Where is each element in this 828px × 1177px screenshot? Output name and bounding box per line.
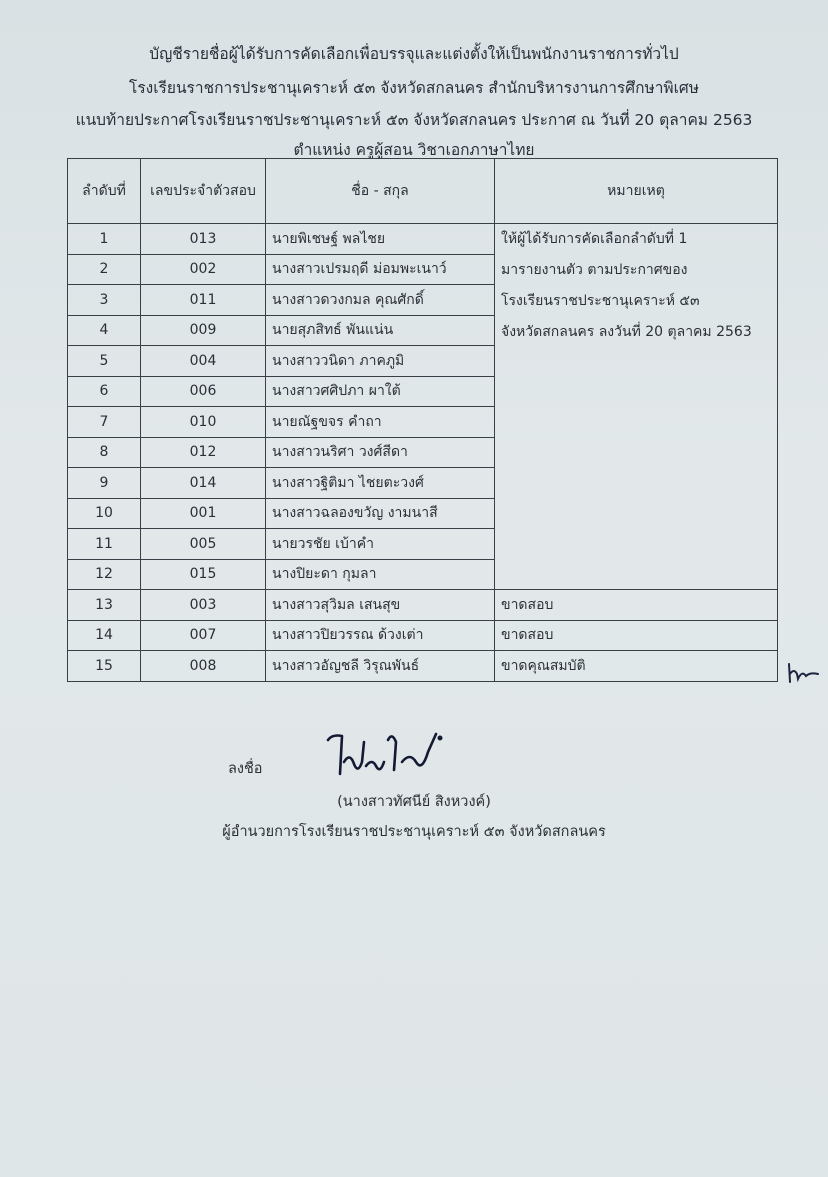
table-header-row: [68, 159, 778, 224]
cell-no: 1: [68, 224, 141, 255]
candidate-table: [67, 158, 778, 682]
col-header-note: หมายเหตุ: [495, 159, 778, 224]
cell-exam-id: 015: [141, 559, 266, 590]
cell-no: 7: [68, 407, 141, 438]
cell-name: นางสาวอัญชลี วิรุณพันธ์: [266, 651, 495, 682]
header-line-1: บัญชีรายชื่อผู้ได้รับการคัดเลือกเพื่อบรรจุและแต่งตั้งให้เป็นพนักงานราชการทั่วไป: [149, 45, 679, 63]
cell-note: ขาดคุณสมบัติ: [495, 651, 778, 682]
cell-name: นางสาวศศิปภา ผาใต้: [266, 376, 495, 407]
cell-name: นางสาวเปรมฤดี ม่อมพะเนาว์: [266, 254, 495, 285]
cell-exam-id: 005: [141, 529, 266, 560]
table-row: [68, 651, 778, 682]
cell-no: 10: [68, 498, 141, 529]
signatory-position: ผู้อำนวยการโรงเรียนราชประชานุเคราะห์ ๕๓ จังหวัดสกลนคร: [222, 824, 606, 840]
cell-name: นายณัฐขจร คำถา: [266, 407, 495, 438]
header-line-2: โรงเรียนราชการประชานุเคราะห์ ๕๓ จังหวัดสกลนคร สำนักบริหารงานการศึกษาพิเศษ: [129, 79, 699, 97]
cell-note: ขาดสอบ: [495, 590, 778, 621]
cell-no: 5: [68, 346, 141, 377]
cell-name: นางสาวฉลองขวัญ งามนาสี: [266, 498, 495, 529]
table-row: [68, 590, 778, 621]
initials-mark: [786, 660, 820, 684]
cell-name: นางสาวสุวิมล เสนสุข: [266, 590, 495, 621]
note-line: ให้ผู้ได้รับการคัดเลือกลำดับที่ 1: [501, 231, 688, 247]
cell-exam-id: 001: [141, 498, 266, 529]
cell-name: นายวรชัย เบ้าคำ: [266, 529, 495, 560]
cell-no: 14: [68, 620, 141, 651]
cell-exam-id: 003: [141, 590, 266, 621]
cell-exam-id: 008: [141, 651, 266, 682]
cell-exam-id: 014: [141, 468, 266, 499]
table-row: [68, 620, 778, 651]
cell-no: 12: [68, 559, 141, 590]
cell-note-merged: [495, 224, 778, 590]
cell-no: 15: [68, 651, 141, 682]
cell-name: นางสาววนิดา ภาคภูมิ: [266, 346, 495, 377]
signature-image: [318, 722, 448, 782]
cell-name: นางสาวดวงกมล คุณศักดิ์: [266, 285, 495, 316]
cell-exam-id: 004: [141, 346, 266, 377]
cell-no: 3: [68, 285, 141, 316]
cell-no: 9: [68, 468, 141, 499]
col-header-exam-id: เลขประจำตัวสอบ: [141, 159, 266, 224]
header-line-4: ตำแหน่ง ครูผู้สอน วิชาเอกภาษาไทย: [293, 141, 535, 159]
cell-no: 11: [68, 529, 141, 560]
cell-exam-id: 007: [141, 620, 266, 651]
cell-no: 13: [68, 590, 141, 621]
table-row: [68, 224, 778, 255]
cell-exam-id: 002: [141, 254, 266, 285]
note-line: จังหวัดสกลนคร ลงวันที่ 20 ตุลาคม 2563: [501, 324, 752, 340]
cell-name: นางสาวปิยวรรณ ด้วงเต่า: [266, 620, 495, 651]
cell-name: นางปิยะดา กุมลา: [266, 559, 495, 590]
cell-exam-id: 010: [141, 407, 266, 438]
cell-no: 6: [68, 376, 141, 407]
cell-no: 8: [68, 437, 141, 468]
note-line: โรงเรียนราชประชานุเคราะห์ ๕๓: [501, 293, 700, 309]
note-line: มารายงานตัว ตามประกาศของ: [501, 262, 688, 278]
cell-exam-id: 006: [141, 376, 266, 407]
signature-label: ลงชื่อ: [228, 761, 263, 777]
cell-name: นายสุภสิทธ์ พันแน่น: [266, 315, 495, 346]
cell-exam-id: 012: [141, 437, 266, 468]
cell-note: ขาดสอบ: [495, 620, 778, 651]
cell-name: นายพิเชษฐ์ พลไชย: [266, 224, 495, 255]
cell-exam-id: 009: [141, 315, 266, 346]
cell-no: 2: [68, 254, 141, 285]
cell-name: นางสาวฐิติมา ไชยตะวงศ์: [266, 468, 495, 499]
header-line-3: แนบท้ายประกาศโรงเรียนราชประชานุเคราะห์ ๕๓ จังหวัดสกลนคร ประกาศ ณ วันที่ 20 ตุลาคม 2563: [75, 111, 753, 129]
cell-name: นางสาวนริศา วงศ์สีดา: [266, 437, 495, 468]
col-header-name: ชื่อ - สกุล: [266, 159, 495, 224]
cell-no: 4: [68, 315, 141, 346]
signatory-name: (นางสาวทัศนีย์ สิงหวงค์): [337, 794, 491, 810]
cell-exam-id: 013: [141, 224, 266, 255]
col-header-no: ลำดับที่: [68, 159, 141, 224]
cell-exam-id: 011: [141, 285, 266, 316]
